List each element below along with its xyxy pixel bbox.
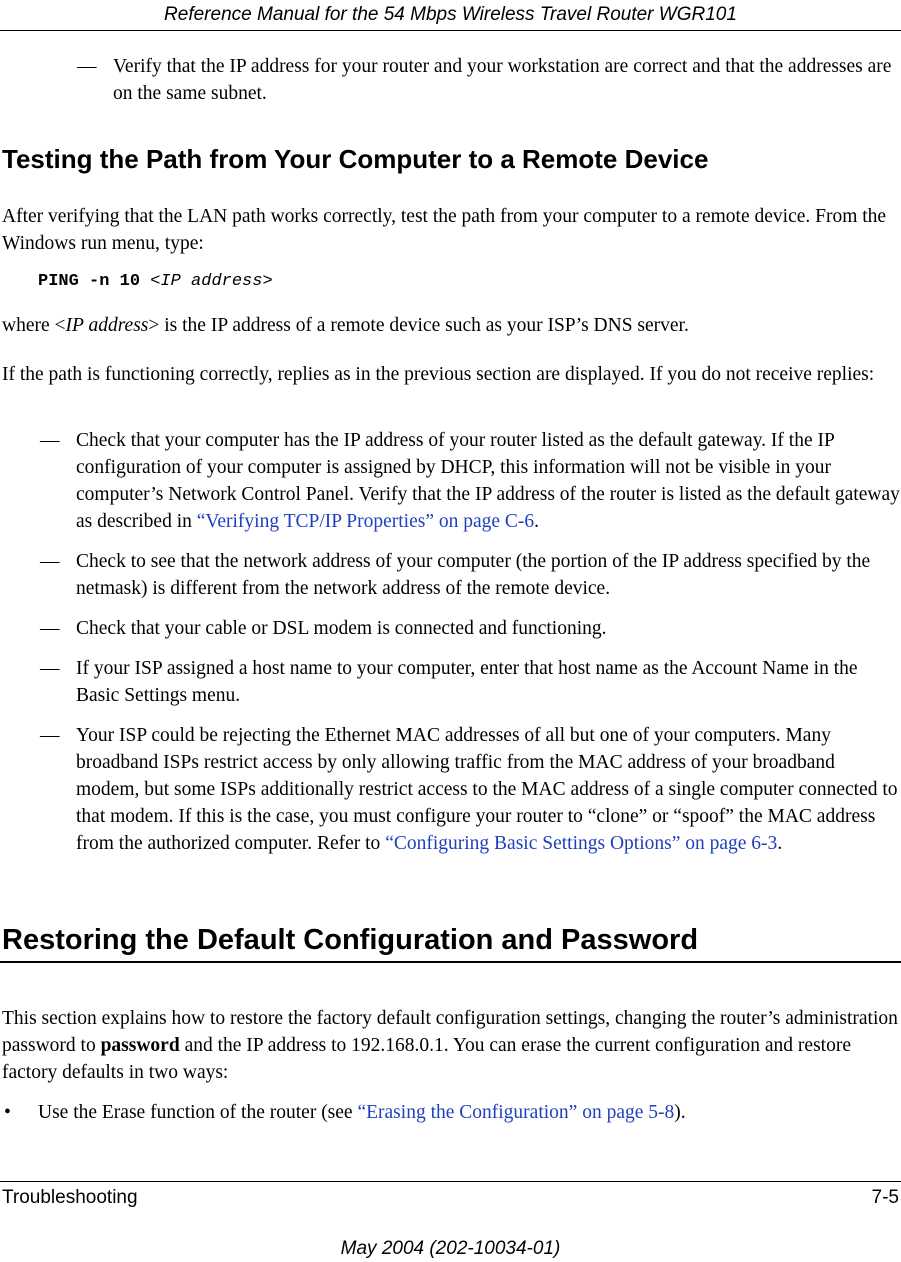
section-heading-testing-path: Testing the Path from Your Computer to a Remote Device (2, 144, 709, 174)
link-verifying-tcpip[interactable]: “Verifying TCP/IP Properties” on page C-6 (196, 511, 535, 532)
restore-text-after: and the IP address to 192.168.0.1. You can erase the current configuration and restore factory defaults in two ways: (2, 1035, 851, 1083)
ping-command-bold: PING -n 10 (38, 272, 141, 291)
section-heading-restoring-defaults: Restoring the Default Configuration and Password (2, 924, 699, 956)
list-item-modem: Check that your cable or DSL modem is connected and functioning. (76, 618, 607, 639)
bullet-text: Use the Erase function of the router (see (38, 1102, 358, 1123)
ping-command (38, 270, 273, 294)
header-rule (0, 30, 901, 31)
list-item-end: . (534, 511, 540, 532)
list-item-dash: — (40, 658, 60, 679)
where-before: where < (2, 315, 66, 336)
paragraph-if-path: If the path is functioning correctly, replies as in the previous section are displayed. If you do not receive replies: (2, 364, 875, 385)
list-item-dash: — (40, 551, 60, 572)
intro-item-text: Verify that the IP address for your router and your workstation are correct and that the addresses are on the same subnet. (113, 56, 892, 104)
where-italic: IP address (65, 315, 149, 336)
list-item-dash: — (40, 430, 60, 451)
list-item-mac-address (76, 722, 901, 857)
footer-rule (0, 1181, 901, 1182)
list-item-network-address: Check to see that the network address of your computer (the portion of the IP address specified by the netmask) is different from the network address of the remote device. (76, 551, 871, 599)
bullet-end: ). (674, 1102, 686, 1123)
paragraph-restore-factory (2, 1005, 898, 1086)
restore-text-bold: password (100, 1035, 180, 1056)
link-configuring-basic-settings[interactable]: “Configuring Basic Settings Options” on page 6-3 (385, 833, 778, 854)
paragraph-where-ip (2, 312, 892, 339)
footer-page-number: 7-5 (871, 1187, 899, 1208)
ping-command-arg: <IP address> (150, 272, 273, 291)
intro-dash: — (77, 56, 97, 77)
bullet-item-erase (38, 1099, 898, 1126)
restore-text-before: This section explains how to restore the factory default configuration settings, changing the router’s administration password to (2, 1008, 898, 1056)
section-heading-rule (0, 961, 901, 963)
footer-date: May 2004 (202-10034-01) (340, 1238, 561, 1259)
list-item-dash: — (40, 725, 60, 746)
list-item-text: Your ISP could be rejecting the Ethernet MAC addresses of all but one of your computers. Many broadband ISPs restrict access by only allowing traffic from the MAC address of your broadband modem, but some ISPs additionally restrict access to the MAC address of a single computer connected to that modem. If this is the case, you must configure your router to “clone” or “spoof” the MAC address from the authorized computer. Refer to (76, 725, 898, 854)
footer-chapter: Troubleshooting (2, 1187, 138, 1208)
list-item-end: . (777, 833, 783, 854)
bullet-symbol: • (4, 1102, 11, 1123)
list-item-default-gateway (76, 427, 901, 535)
paragraph-after-verifying: After verifying that the LAN path works correctly, test the path from your computer to a remote device. From the Windows run menu, type: (2, 206, 887, 254)
list-item-host-name: If your ISP assigned a host name to your computer, enter that host name as the Account Name in the Basic Settings menu. (76, 658, 858, 706)
where-after: > is the IP address of a remote device such as your ISP’s DNS server. (148, 315, 689, 336)
running-header: Reference Manual for the 54 Mbps Wireless Travel Router WGR101 (164, 4, 737, 25)
list-item-text: Check that your computer has the IP address of your router listed as the default gateway. If the IP configuration of your computer is assigned by DHCP, this information will not be visible in your computer’s Network Control Panel. Verify that the IP address of the router is listed as the default gateway as described in (76, 430, 900, 532)
link-erasing-configuration[interactable]: “Erasing the Configuration” on page 5-8 (357, 1102, 675, 1123)
list-item-dash: — (40, 618, 60, 639)
